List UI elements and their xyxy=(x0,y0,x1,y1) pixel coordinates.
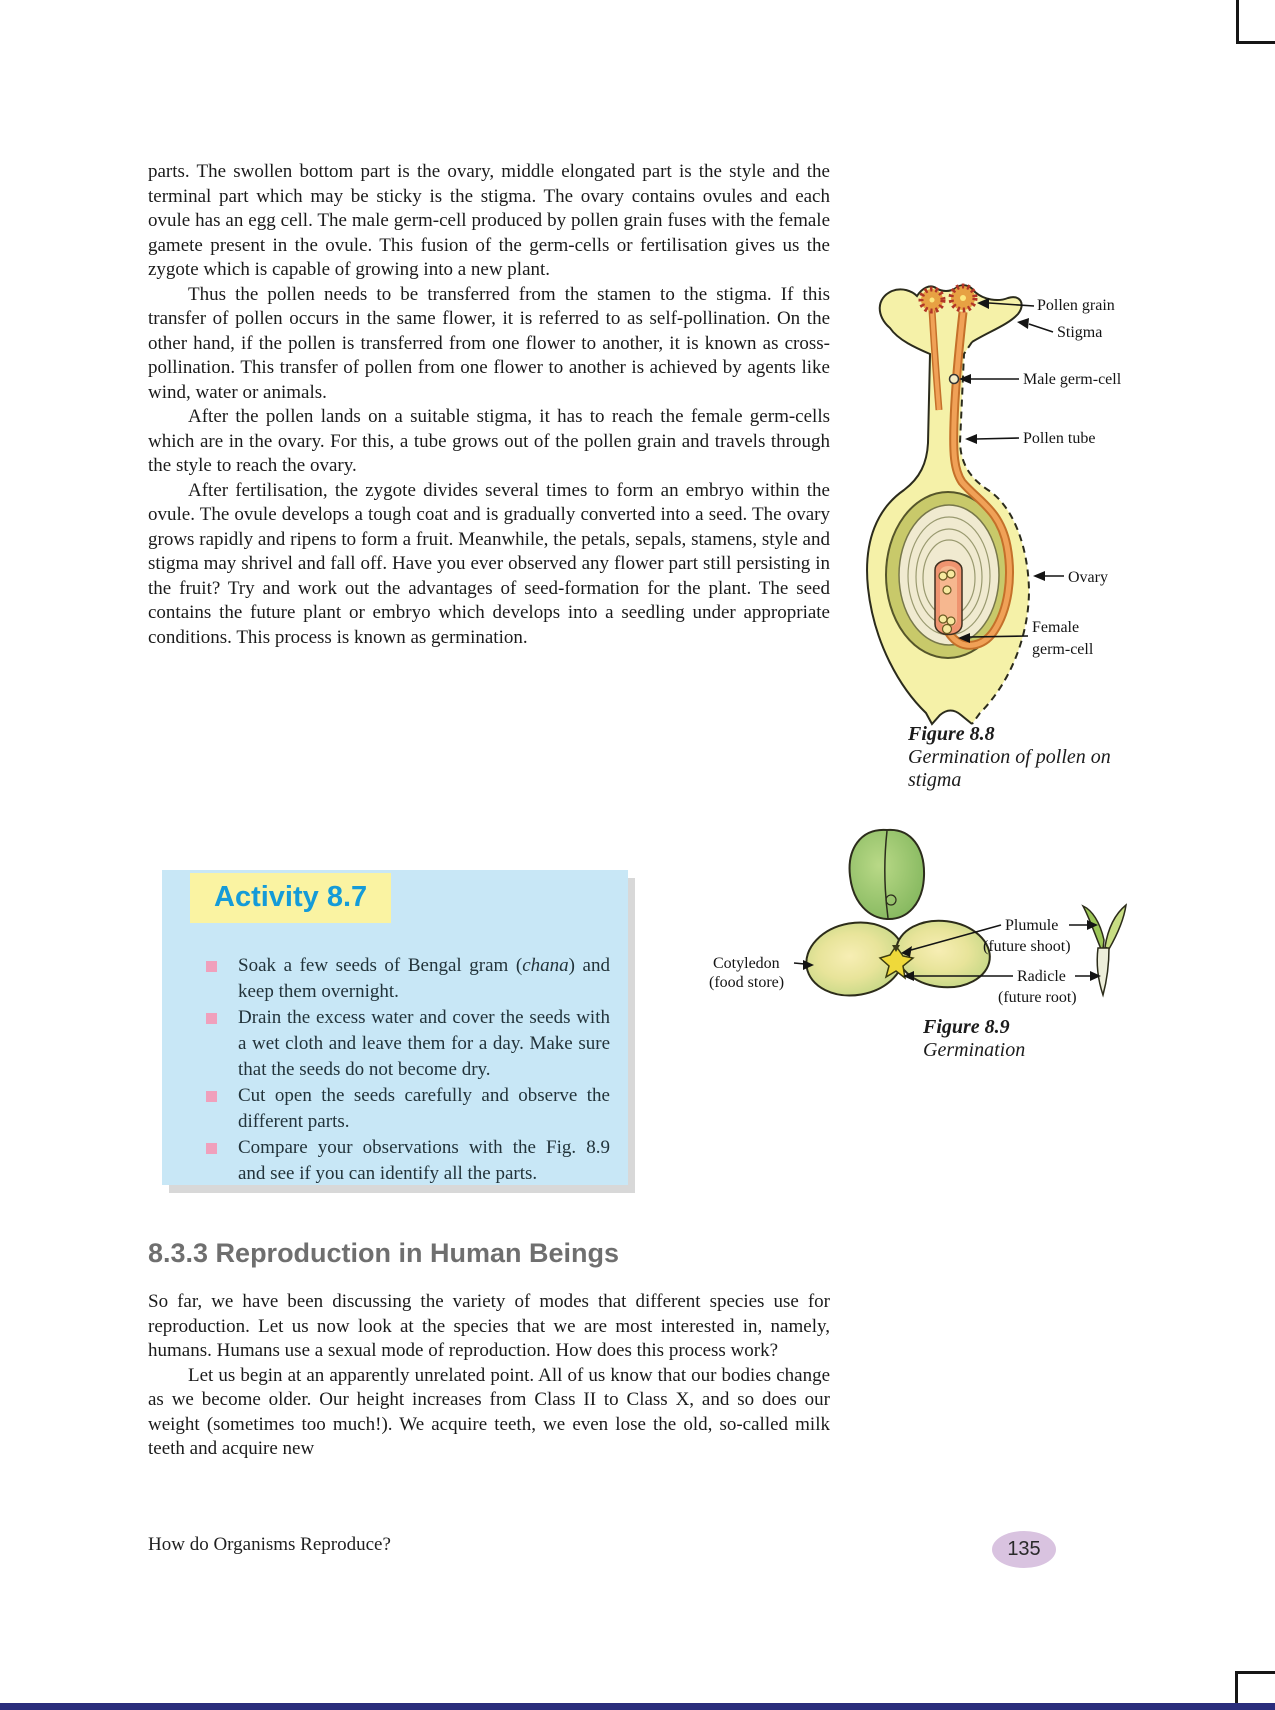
label-stigma: Stigma xyxy=(1057,324,1103,341)
list-item-text xyxy=(238,953,610,1005)
paragraph: Let us begin at an apparently unrelated point. All of us know that our bodies change as we become older. Our height increases from Class II to Class X, and so does our weight (sometimes too much!). We acquire teeth, we even lose the old, so-called milk teeth and acquire new xyxy=(148,1364,830,1459)
male-germ-cell-marker xyxy=(950,375,959,384)
page-number-badge xyxy=(992,1531,1056,1568)
label-future-root: (future root) xyxy=(998,989,1077,1006)
label-plumule: Plumule xyxy=(1005,917,1059,934)
figure-8-9-diagram xyxy=(695,818,1145,1018)
figure-8-8-caption xyxy=(908,723,1146,792)
paragraph: So far, we have been discussing the variety of modes that different species use for reproduction. Let us now look at the species that we are most interested in, namely, humans. Humans use a sexual mode of reproduction. How does this process work? xyxy=(148,1291,830,1361)
list-item-text xyxy=(238,1135,610,1187)
caption-text: Germination xyxy=(923,1039,1026,1061)
leader-line xyxy=(1029,324,1053,332)
list-item-text xyxy=(238,1083,610,1135)
text-run: Drain the excess water and cover the seeds with a wet cloth and leave them for a day. Make sure that the seeds do not become dry. xyxy=(238,1007,610,1080)
label-food-store: (food store) xyxy=(709,974,785,991)
arrowhead xyxy=(965,434,977,444)
label-radicle: Radicle xyxy=(1017,968,1066,985)
text-run: Cut open the seeds carefully and observe the different parts. xyxy=(238,1085,610,1132)
text-run: Compare your observations with the Fig. 8.9 and see if you can identify all the parts. xyxy=(238,1137,610,1184)
list-item-text xyxy=(238,1005,610,1083)
italic-run: chana xyxy=(522,955,569,976)
section-text-column xyxy=(148,1290,830,1462)
caption-text: Germination of pollen on stigma xyxy=(908,746,1111,791)
list-item xyxy=(206,953,610,1005)
caption-title: Figure 8.8 xyxy=(908,723,995,745)
page-number: 135 xyxy=(1007,1538,1041,1560)
figure-8-9-caption xyxy=(923,1016,1143,1062)
figure-8-9 xyxy=(695,818,1145,1018)
leader-line xyxy=(976,438,1019,439)
paragraph: parts. The swollen bottom part is the ovary, middle elongated part is the style and the terminal part which may be sticky is the stigma. The ovary contains ovules and each ovule has an egg cell. The male germ-cell produced by pollen grain fuses with the female gamete present in the ovule. This fusion of the germ-cells or fertilisation gives us the zygote which is capable of growing into a new plant. xyxy=(148,161,830,280)
paragraph: After the pollen lands on a suitable stigma, it has to reach the female germ-cells which are in the ovary. For this, a tube grows out of the pollen grain and travels through the style to reach the ovary. xyxy=(148,406,830,476)
label-ovary: Ovary xyxy=(1068,569,1108,586)
bullet-square-icon xyxy=(206,1143,217,1154)
label-female-germ-cell-2: germ-cell xyxy=(1032,641,1094,658)
body-text-column xyxy=(148,160,830,650)
corner-box-top-right xyxy=(1236,0,1275,44)
label-male-germ-cell: Male germ-cell xyxy=(1023,371,1122,388)
sprout-root xyxy=(1097,948,1109,995)
sprout-right-blade xyxy=(1105,905,1126,949)
label-pollen-tube: Pollen tube xyxy=(1023,430,1096,447)
label-cotyledon: Cotyledon xyxy=(713,955,780,972)
bullet-square-icon xyxy=(206,1091,217,1102)
paragraph: After fertilisation, the zygote divides several times to form an embryo within the ovule. The ovule develops a tough coat and is gradually converted into a seed. The ovary grows rapidly and ripens to form a fruit. Meanwhile, the petals, sepals, stamens, style and stigma may shrivel and fall off. Have you ever observed any flower part still persisting in the fruit? Try and work out the advantages of seed-formation for the plant. The seed contains the future plant or embryo which develops into a seedling under appropriate conditions. This process is known as germination. xyxy=(148,479,830,648)
section-heading: 8.3.3 Reproduction in Human Beings xyxy=(148,1238,620,1268)
bullet-square-icon xyxy=(206,1013,217,1024)
sprout-left-blade xyxy=(1083,906,1104,949)
activity-list xyxy=(206,953,610,1187)
label-future-shoot: (future shoot) xyxy=(983,938,1071,955)
leader-line xyxy=(970,636,1028,637)
footer-chapter-title: How do Organisms Reproduce? xyxy=(148,1534,391,1555)
bottom-border-bar xyxy=(0,1703,1275,1710)
arrowhead xyxy=(1033,571,1045,581)
label-pollen-grain: Pollen grain xyxy=(1037,297,1115,314)
activity-title: Activity 8.7 xyxy=(190,873,391,923)
text-run: ) and keep them overnight. xyxy=(238,955,610,1002)
arrowhead xyxy=(1017,318,1029,329)
text-run: Soak a few seeds of Bengal gram ( xyxy=(238,955,523,976)
bullet-square-icon xyxy=(206,961,217,972)
caption-title: Figure 8.9 xyxy=(923,1016,1010,1038)
list-item xyxy=(206,1083,610,1135)
paragraph: Thus the pollen needs to be transferred from the stamen to the stigma. If this transfer of pollen occurs in the same flower, it is referred to as self-pollination. On the other hand, if the pollen is transferred from one flower to another, it is known as cross-pollination. This transfer of pollen from one flower to another is achieved by agents like wind, water or animals. xyxy=(148,283,830,403)
list-item xyxy=(206,1005,610,1083)
label-female-germ-cell: Female xyxy=(1032,619,1080,636)
activity-box xyxy=(162,870,628,1185)
list-item xyxy=(206,1135,610,1187)
